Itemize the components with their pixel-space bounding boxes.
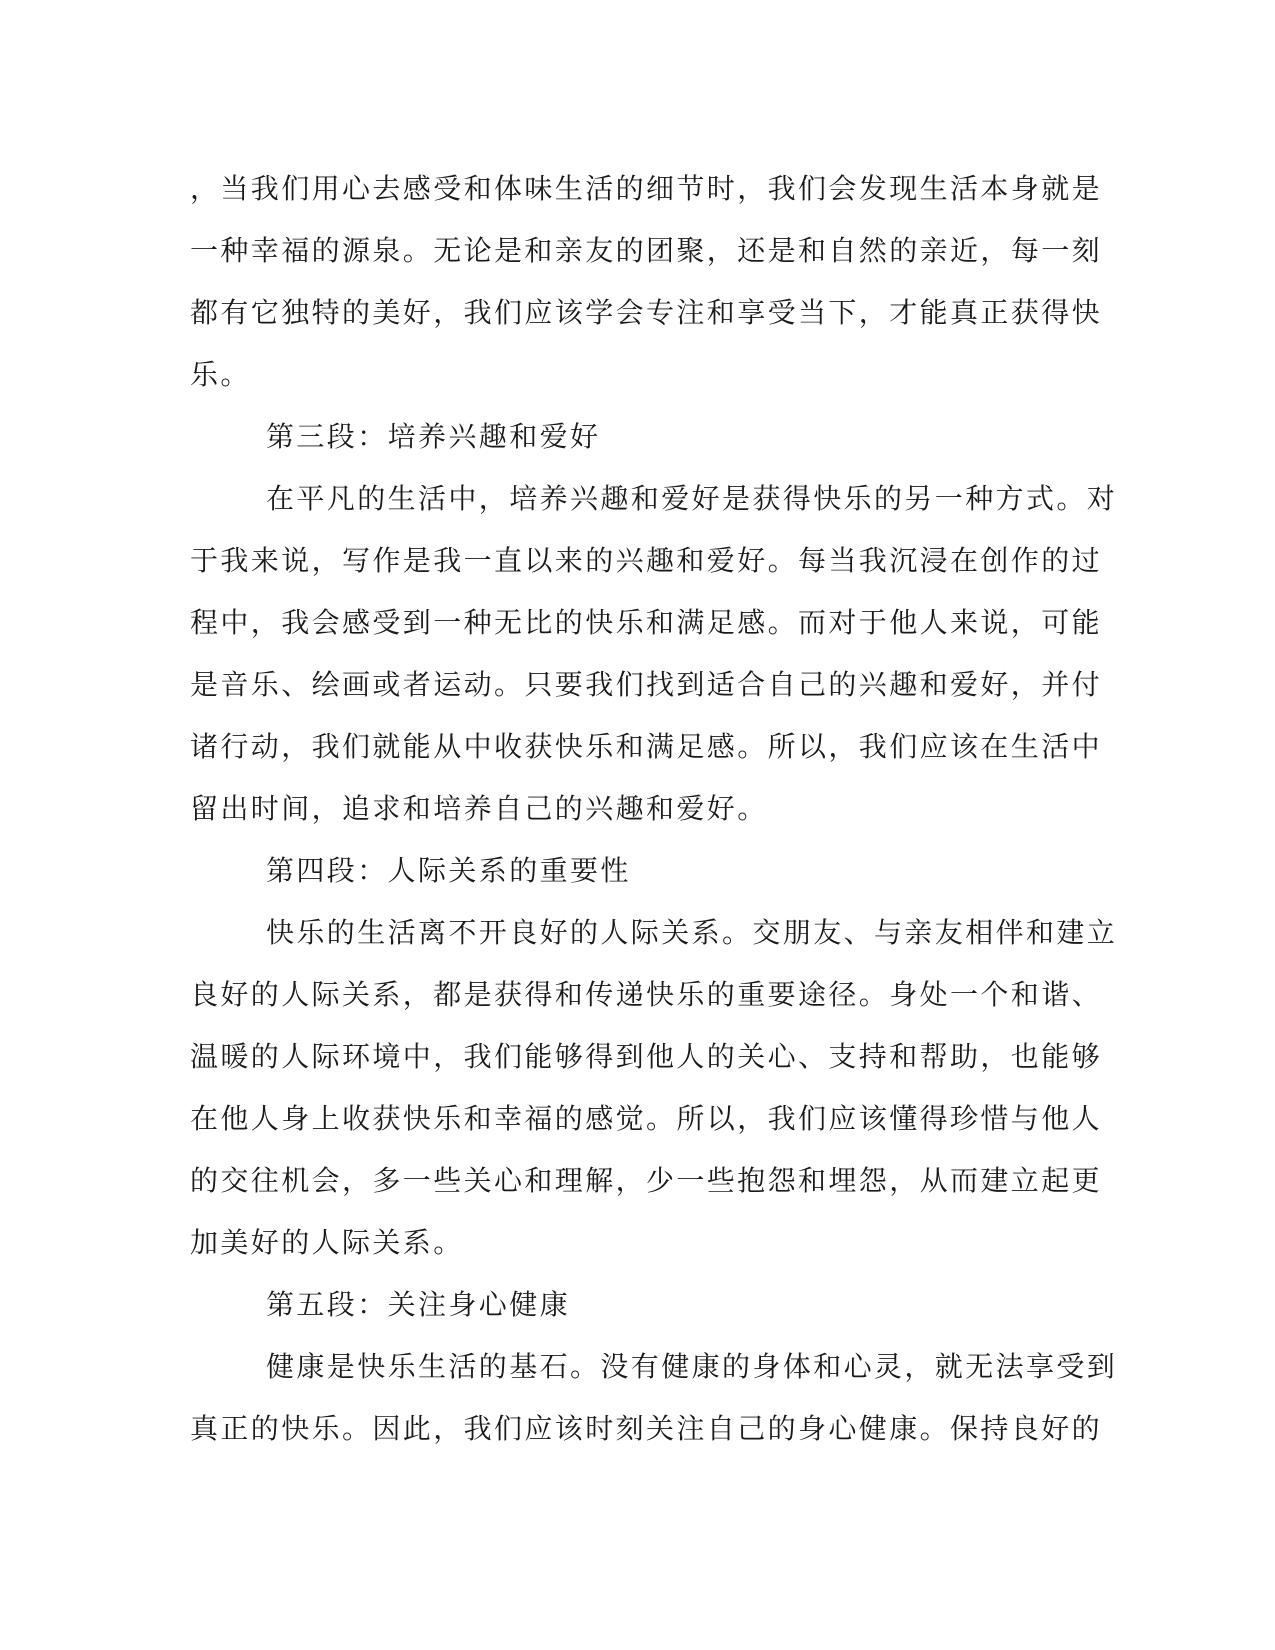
- section-heading-3-text: 第三段：培养兴趣和爱好: [266, 420, 601, 453]
- text-line: 乐。: [190, 358, 251, 391]
- text-line: 程中，我会感受到一种无比的快乐和满足感。而对于他人来说，可能: [190, 606, 1103, 639]
- text-line: 良好的人际关系，都是获得和传递快乐的重要途径。身处一个和谐、: [190, 978, 1103, 1011]
- text-line: 在平凡的生活中，培养兴趣和爱好是获得快乐的另一种方式。对: [266, 482, 1118, 515]
- section-heading-5-text: 第五段：关注身心健康: [266, 1288, 571, 1321]
- text-line: 真正的快乐。因此，我们应该时刻关注自己的身心健康。保持良好的: [190, 1412, 1103, 1445]
- text-line: ，当我们用心去感受和体味生活的细节时，我们会发现生活本身就是: [190, 172, 1103, 205]
- text-line: 健康是快乐生活的基石。没有健康的身体和心灵，就无法享受到: [266, 1350, 1118, 1383]
- text-line: 一种幸福的源泉。无论是和亲友的团聚，还是和自然的亲近，每一刻: [190, 234, 1103, 267]
- document-body: [190, 158, 1118, 1460]
- text-line: 诸行动，我们就能从中收获快乐和满足感。所以，我们应该在生活中: [190, 730, 1103, 763]
- text-line: 温暖的人际环境中，我们能够得到他人的关心、支持和帮助，也能够: [190, 1040, 1103, 1073]
- text-line: 的交往机会，多一些关心和理解，少一些抱怨和埋怨，从而建立起更: [190, 1164, 1103, 1197]
- paragraph-continued: [190, 158, 1103, 406]
- section-heading-4: [190, 840, 1080, 902]
- paragraph-5: [190, 1336, 1118, 1460]
- text-line: 都有它独特的美好，我们应该学会专注和享受当下，才能真正获得快: [190, 296, 1103, 329]
- text-line: 留出时间，追求和培养自己的兴趣和爱好。: [190, 792, 768, 825]
- text-line: 加美好的人际关系。: [190, 1226, 464, 1259]
- section-heading-3: [190, 406, 1080, 468]
- paragraph-3: [190, 468, 1118, 840]
- section-heading-5: [190, 1274, 1080, 1336]
- text-line: 是音乐、绘画或者运动。只要我们找到适合自己的兴趣和爱好，并付: [190, 668, 1103, 701]
- paragraph-4: [190, 902, 1118, 1274]
- section-heading-4-text: 第四段：人际关系的重要性: [266, 854, 631, 887]
- text-line: 快乐的生活离不开良好的人际关系。交朋友、与亲友相伴和建立: [266, 916, 1118, 949]
- text-line: 在他人身上收获快乐和幸福的感觉。所以，我们应该懂得珍惜与他人: [190, 1102, 1103, 1135]
- text-line: 于我来说，写作是我一直以来的兴趣和爱好。每当我沉浸在创作的过: [190, 544, 1103, 577]
